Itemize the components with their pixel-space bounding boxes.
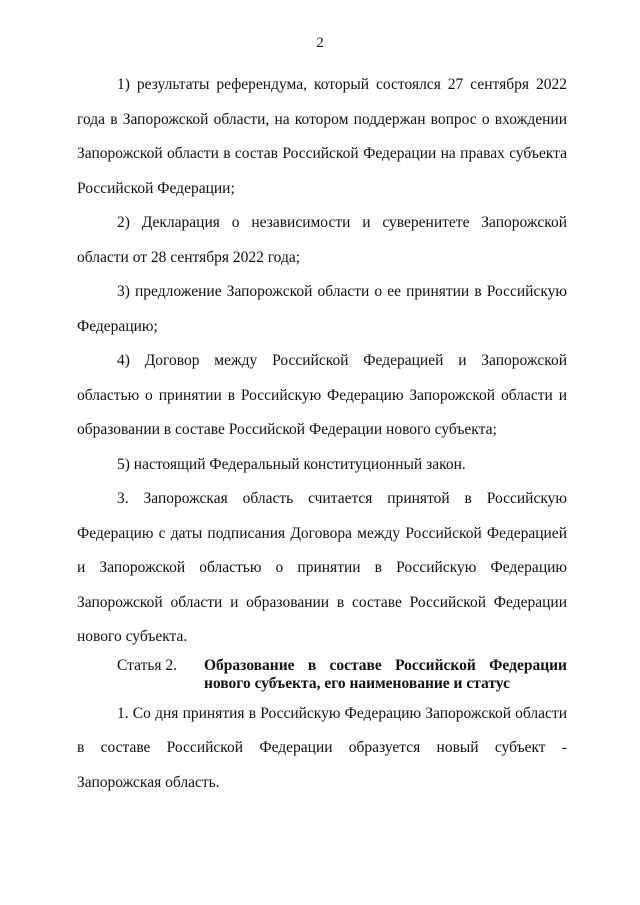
article-heading bbox=[77, 657, 567, 693]
article-label: Статья 2. bbox=[117, 656, 178, 674]
list-item-5: 5) настоящий Федеральный конституционный закон. bbox=[117, 455, 466, 473]
paragraph-part-3: 3. Запорожская область считается принятой в Российскую Федерацию с даты подписания Договора между Российской Федерацией и Запорожской областью о принятии в Российскую Федерацию Запорожской области и образовании в составе Российской Федерации нового субъекта. bbox=[77, 490, 567, 645]
paragraph-article-2-part-1: 1. Со дня принятия в Российскую Федерацию Запорожской области в составе Российской Федерации образуется новый субъект - Запорожская область. bbox=[77, 704, 567, 791]
page-number: 2 bbox=[316, 35, 324, 51]
list-item-3: 3) предложение Запорожской области о ее принятии в Российскую Федерацию; bbox=[77, 283, 567, 335]
document-body bbox=[77, 68, 567, 800]
list-item-2: 2) Декларация о независимости и суверенитете Запорожской области от 28 сентября 2022 года; bbox=[77, 214, 567, 266]
list-item-1: 1) результаты референдума, который состоялся 27 сентября 2022 года в Запорожской области, на котором поддержан вопрос о вхождении Запорожской области в состав Российской Федерации на правах субъекта Российской Федерации; bbox=[77, 76, 567, 197]
article-title: Образование в составе Российской Федерации нового субъекта, его наименование и статус bbox=[204, 656, 567, 692]
list-item-4: 4) Договор между Российской Федерацией и Запорожской областью о принятии в Российскую Федерацию Запорожской области и образовании в составе Российской Федерации нового субъекта; bbox=[77, 352, 567, 438]
